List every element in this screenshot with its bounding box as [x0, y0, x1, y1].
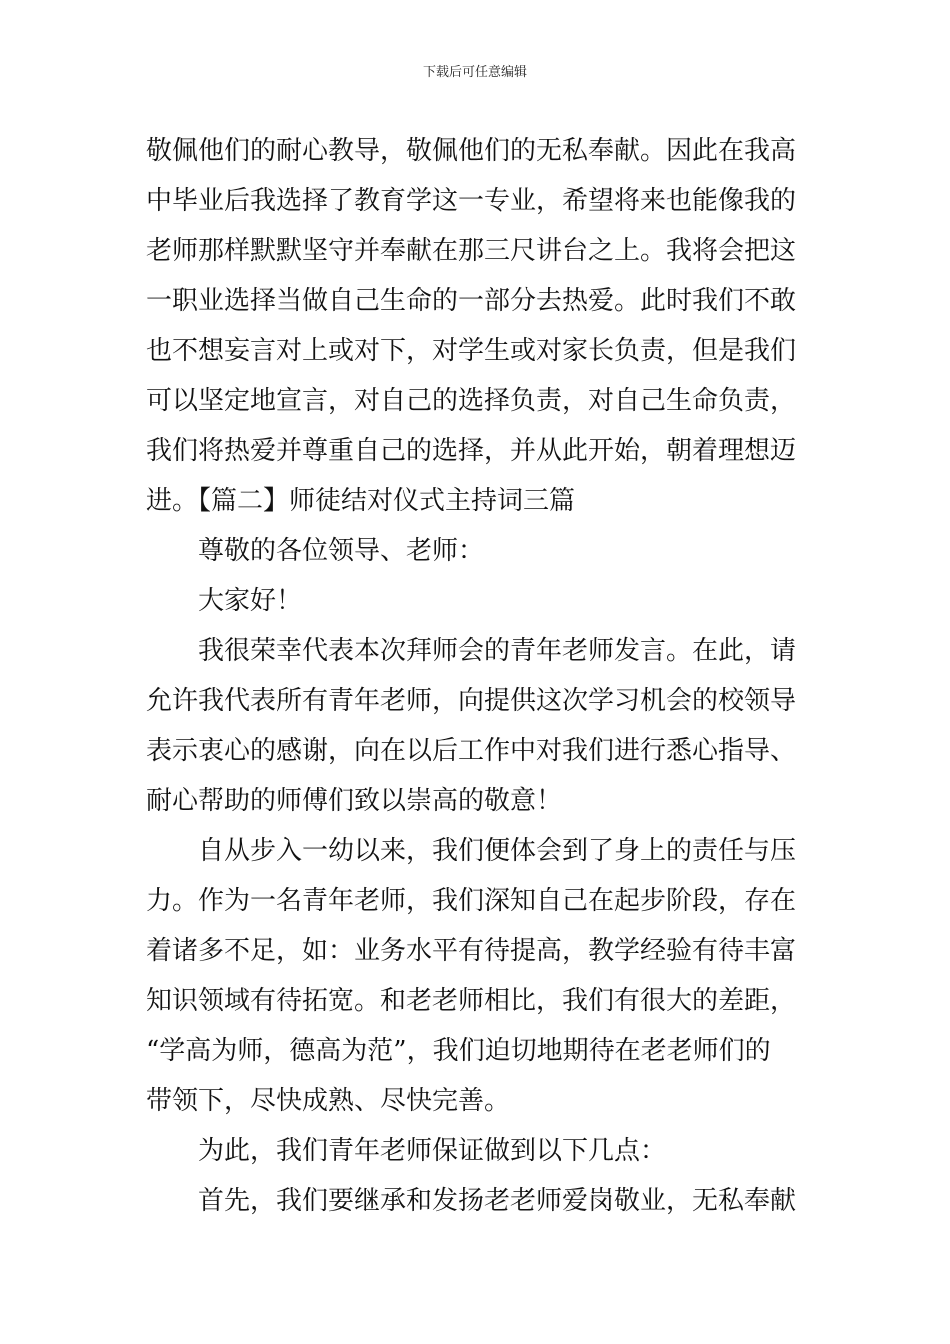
text-line: 力。作为一名青年老师，我们深知自己在起步阶段，存在: [146, 886, 797, 916]
text-line: 着诸多不足，如：业务水平有待提高，教学经验有待丰富: [146, 936, 797, 966]
paragraph-start-line: 自从步入一幼以来，我们便体会到了身上的责任与压: [198, 836, 797, 866]
text-line: 一职业选择当做自己生命的一部分去热爱。此时我们不敢: [146, 286, 797, 316]
text-line: 耐心帮助的师傅们致以崇高的敬意！: [146, 786, 563, 816]
text-line: “学高为师，德高为范”，我们迫切地期待在老老师们的: [146, 1036, 771, 1066]
text-line: 可以坚定地宣言，对自己的选择负责，对自己生命负责，: [146, 386, 797, 416]
text-line: 也不想妄言对上或对下，对学生或对家长负责，但是我们: [146, 336, 797, 366]
text-line: 允许我代表所有青年老师，向提供这次学习机会的校领导: [146, 686, 797, 716]
paragraph-start-line: 我很荣幸代表本次拜师会的青年老师发言。在此，请: [198, 636, 797, 666]
text-line: 进。【篇二】师徒结对仪式主持词三篇: [146, 486, 576, 516]
text-line: 中毕业后我选择了教育学这一专业，希望将来也能像我的: [146, 186, 797, 216]
text-line: 知识领域有待拓宽。和老老师相比，我们有很大的差距，: [146, 986, 797, 1016]
salutation-line: 尊敬的各位领导、老师：: [198, 536, 485, 566]
paragraph-start-line: 为此，我们青年老师保证做到以下几点：: [198, 1136, 667, 1166]
text-line: 老师那样默默坚守并奉献在那三尺讲台之上。我将会把这: [146, 236, 797, 266]
text-line: 表示衷心的感谢，向在以后工作中对我们进行悉心指导、: [146, 736, 797, 766]
document-body: [146, 126, 808, 1226]
page-header: 下载后可任意编辑: [422, 65, 527, 80]
greeting-line: 大家好！: [198, 586, 303, 616]
paragraph-start-line: 首先，我们要继承和发扬老老师爱岗敬业，无私奉献: [198, 1186, 797, 1216]
text-line: 敬佩他们的耐心教导，敬佩他们的无私奉献。因此在我高: [146, 136, 797, 166]
text-line: 我们将热爱并尊重自己的选择，并从此开始，朝着理想迈: [146, 436, 797, 466]
text-line: 带领下，尽快成熟、尽快完善。: [146, 1086, 511, 1116]
